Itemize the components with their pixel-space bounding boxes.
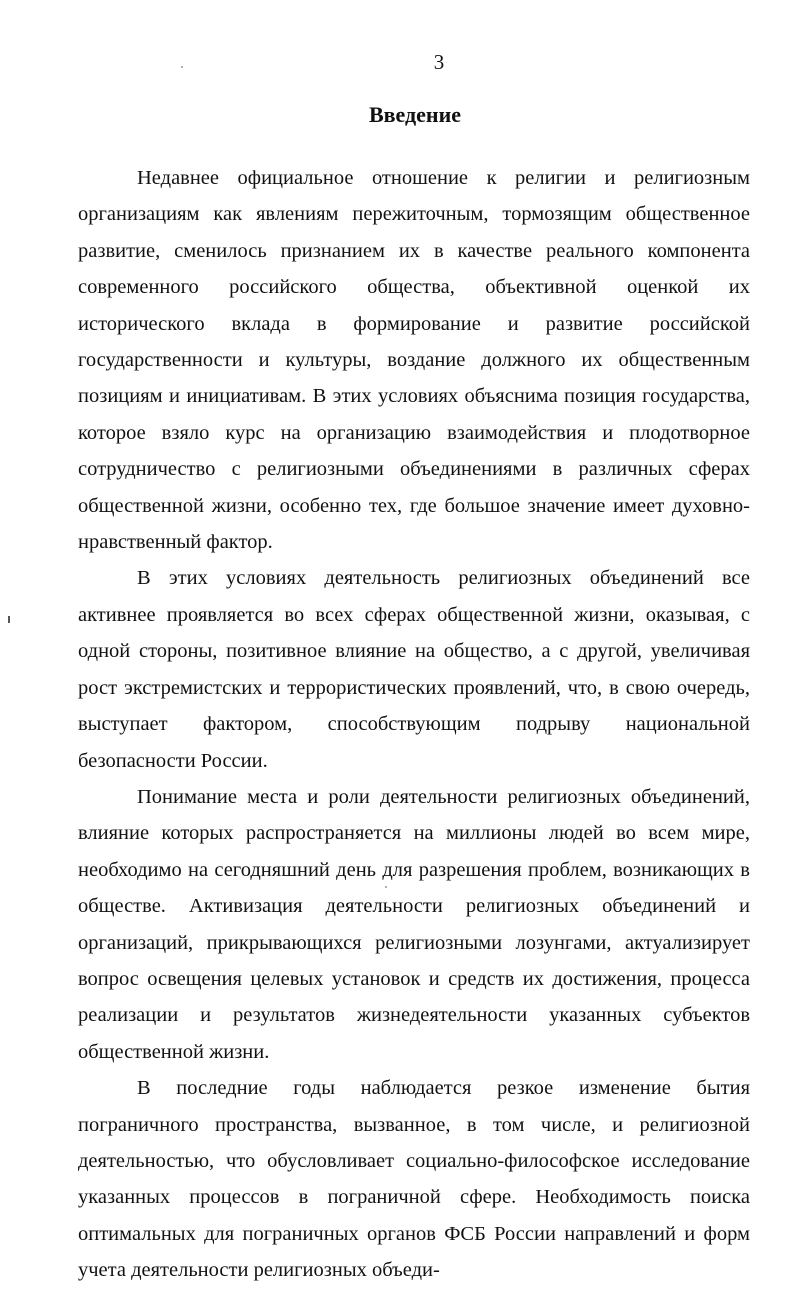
paragraph: В последние годы наблюдается резкое изменение бытия пограничного пространства, вызванное, в том числе, и религиозной деятельностью, что обусловливает социально-философское исследование указанных процессов в пограничной сфере. Необходимость поиска оптимальных для пограничных органов ФСБ России направлений и форм учета деятельности религиозных объеди- <box>78 1077 750 1282</box>
paragraph: Недавнее официальное отношение к религии и религиозным организациям как явлениям пережиточным, тормозящим общественное развитие, сменилось признанием их в качестве реального компонента современного российского общества, объективной оценкой их исторического вклада в формирование и развитие российской государственности и культуры, воздание должного их общественным позициям и инициативам. В этих условиях объяснима позиция государства, которое взяло курс на организацию взаимодействия и плодотворное сотрудничество с религиозными объединениями в различных сферах общественной жизни, особенно тех, где большое значение имеет духовно-нравственный фактор. <box>78 167 750 554</box>
paragraph: В этих условиях деятельность религиозных объединений все активнее проявляется во всех сферах общественной жизни, оказывая, с одной стороны, позитивное влияние на общество, а с другой, увеличивая рост экстремистских и террористических проявлений, что, в свою очередь, выступает фактором, способствующим подрыву национальной безопасности России. <box>78 567 750 772</box>
page-title: Введение <box>368 102 462 127</box>
scan-margin-mark <box>8 616 10 623</box>
page-number: 3 <box>433 50 445 74</box>
scan-speck <box>385 886 387 888</box>
paragraph: Понимание места и роли деятельности религиозных объединений, влияние которых распространяется на миллионы людей во всем мире, необходимо на сегодняшний день для разрешения проблем, возникающих в обществе. Активизация деятельности религиозных объединений и организаций, прикрывающихся религиозными лозунгами, актуализирует вопрос освещения целевых установок и средств их достижения, процесса реализации и результатов жизнедеятельности указанных субъектов общественной жизни. <box>78 785 750 1063</box>
body-text <box>78 160 750 1289</box>
scan-speck <box>181 66 183 68</box>
